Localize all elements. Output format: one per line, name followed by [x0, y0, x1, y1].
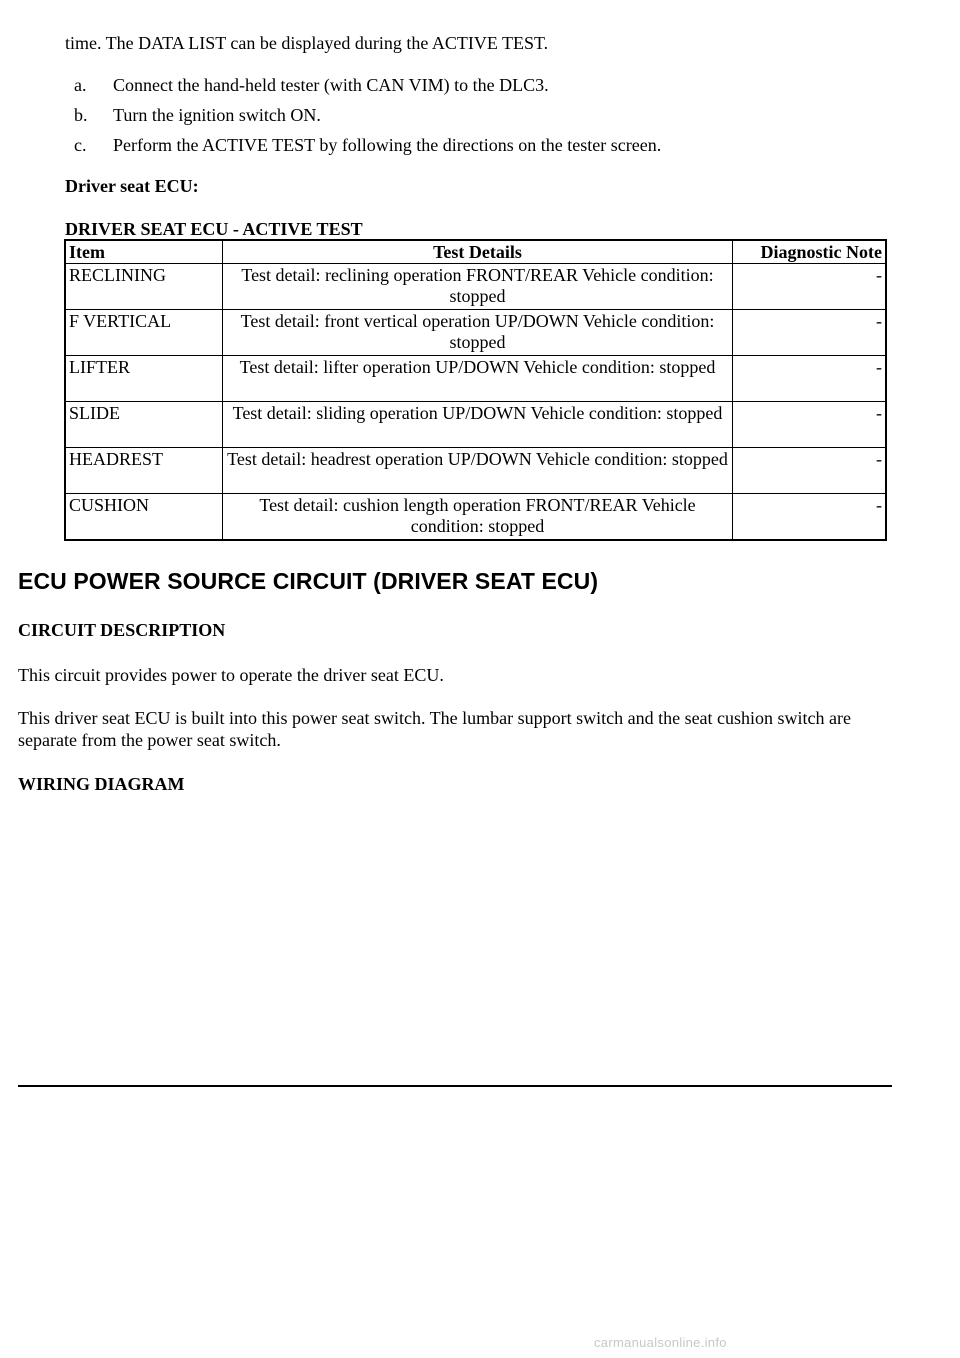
horizontal-divider [18, 1085, 892, 1087]
circuit-description-heading: CIRCUIT DESCRIPTION [18, 620, 226, 640]
step-text: Perform the ACTIVE TEST by following the directions on the tester screen. [113, 135, 662, 155]
column-header-diagnostic-note: Diagnostic Note [733, 240, 887, 264]
cell-detail: Test detail: cushion length operation FRONT/REAR Vehicle condition: stopped [223, 494, 733, 540]
table-row [65, 264, 886, 310]
cell-item: CUSHION [65, 494, 223, 540]
cell-note: - [733, 494, 887, 540]
table-row [65, 494, 886, 540]
procedure-steps [74, 74, 661, 164]
table-row [65, 402, 886, 448]
section-title: ECU POWER SOURCE CIRCUIT (DRIVER SEAT ECU) [18, 568, 599, 594]
cell-note: - [733, 310, 887, 356]
step-item [74, 134, 661, 164]
table-header-row [65, 240, 886, 264]
column-header-item: Item [65, 240, 223, 264]
cell-item: HEADREST [65, 448, 223, 494]
cell-detail: Test detail: front vertical operation UP/DOWN Vehicle condition: stopped [223, 310, 733, 356]
wiring-diagram-heading: WIRING DIAGRAM [18, 774, 185, 794]
table-row [65, 448, 886, 494]
cell-note: - [733, 264, 887, 310]
step-text: Connect the hand-held tester (with CAN VIM) to the DLC3. [113, 75, 549, 95]
cell-item: RECLINING [65, 264, 223, 310]
table-row [65, 310, 886, 356]
active-test-table [64, 239, 887, 541]
step-text: Turn the ignition switch ON. [113, 105, 321, 125]
cell-note: - [733, 448, 887, 494]
step-label: a. [74, 75, 87, 95]
paragraph-switch-note: This driver seat ECU is built into this power seat switch. The lumbar support switch and the seat cushion switch are separate from the power seat switch. [18, 708, 852, 750]
intro-text: time. The DATA LIST can be displayed during the ACTIVE TEST. [65, 33, 549, 53]
table-heading: DRIVER SEAT ECU - ACTIVE TEST [65, 219, 363, 239]
cell-detail: Test detail: lifter operation UP/DOWN Vehicle condition: stopped [223, 356, 733, 402]
watermark: carmanualsonline.info [594, 1335, 727, 1350]
cell-note: - [733, 402, 887, 448]
cell-item: SLIDE [65, 402, 223, 448]
column-header-test-details: Test Details [223, 240, 733, 264]
cell-item: LIFTER [65, 356, 223, 402]
cell-item: F VERTICAL [65, 310, 223, 356]
cell-note: - [733, 356, 887, 402]
cell-detail: Test detail: reclining operation FRONT/REAR Vehicle condition: stopped [223, 264, 733, 310]
cell-detail: Test detail: sliding operation UP/DOWN Vehicle condition: stopped [223, 402, 733, 448]
step-item [74, 74, 661, 104]
cell-detail: Test detail: headrest operation UP/DOWN Vehicle condition: stopped [223, 448, 733, 494]
driver-seat-heading: Driver seat ECU: [65, 176, 199, 196]
table-row [65, 356, 886, 402]
step-item [74, 104, 661, 134]
step-label: c. [74, 135, 87, 155]
step-label: b. [74, 105, 88, 125]
paragraph-power: This circuit provides power to operate the driver seat ECU. [18, 665, 444, 685]
